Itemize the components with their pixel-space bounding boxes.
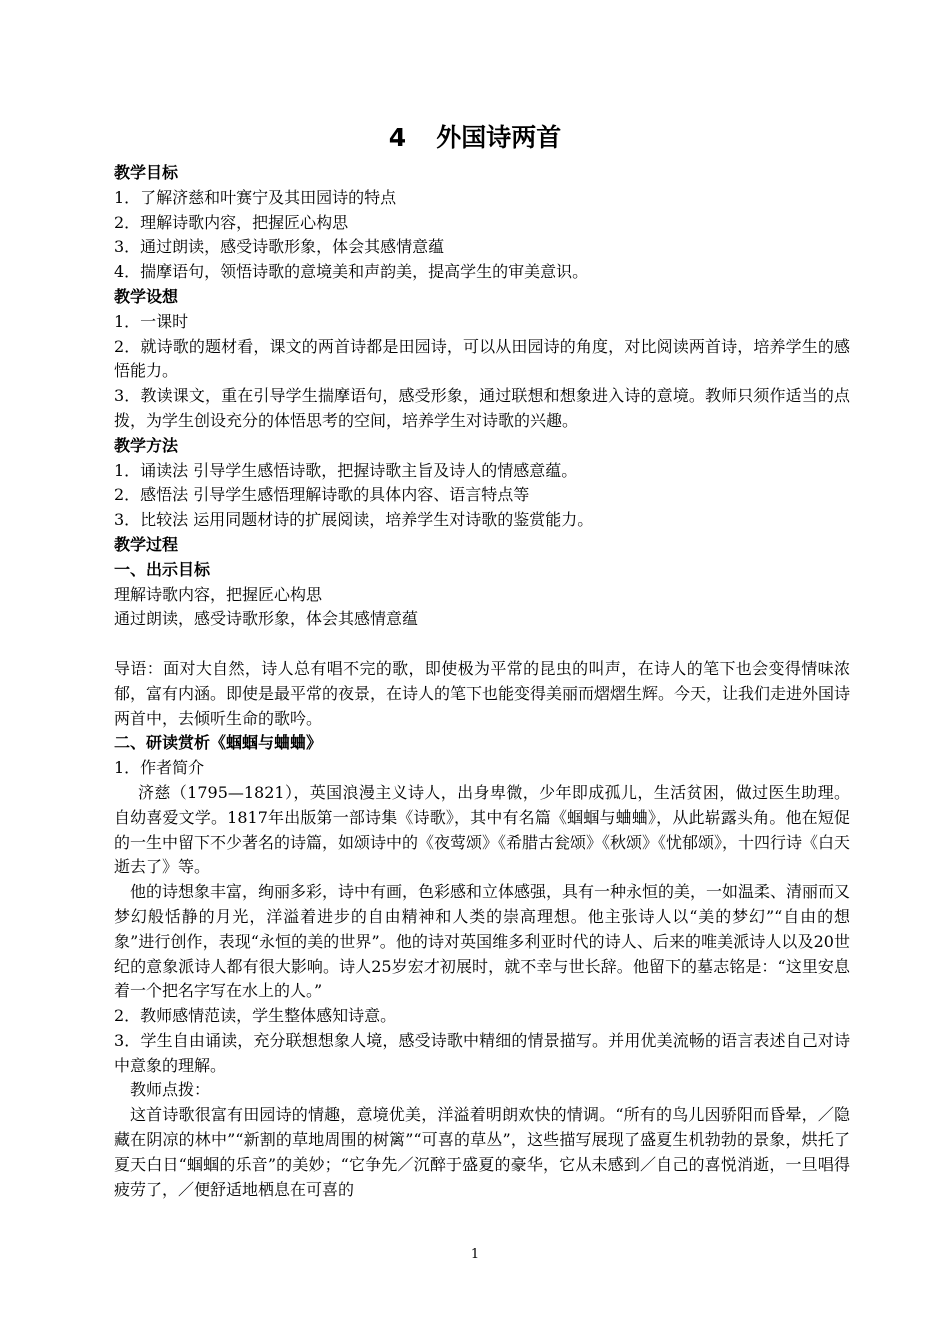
step-item: 3．学生自由诵读，充分联想想象人境，感受诗歌中精细的情景描写。并用优美流畅的语言表述自己对诗中意象的理解。: [114, 1030, 850, 1075]
author-paragraph: 济慈（1795—1821），英国浪漫主义诗人，出身卑微，少年即成孤儿，生活贫困，做过医生助理。自幼喜爱文学。1817年出版第一部诗集《诗歌》，其中有名篇《蝈蝈与蛐蛐》，从此崭露头角。他在短促的一生中留下不少著名的诗篇，如颂诗中的《夜莺颂》《希腊古瓮颂》《秋颂》《忧郁颂》，十四行诗《白天逝去了》等。: [114, 782, 851, 877]
goal-item: 2．理解诗歌内容，把握匠心构思: [114, 212, 349, 232]
page-title: [0, 121, 950, 155]
teacher-label: 教师点拨：: [130, 1080, 211, 1100]
page-number: 1: [470, 1247, 480, 1262]
step-item: 2．教师感情范读，学生整体感知诗意。: [114, 1006, 397, 1026]
design-item: 1．一课时: [114, 311, 189, 331]
process-heading: 教学过程: [114, 534, 179, 554]
goals-heading: 教学目标: [114, 163, 179, 182]
teacher-paragraph: 这首诗歌很富有田园诗的情趣，意境优美，洋溢着明朗欢快的情调。“所有的鸟儿因骄阳而昏晕，／隐藏在阴凉的林中”“新割的草地周围的树篱”“可喜的草丛”，这些描写展现了盛夏生机勃勃的景象，烘托了夏天白日“蝈蝈的乐音”的美妙；“它争先／沉醉于盛夏的豪华，它从未感到／自己的喜悦消逝，一旦唱得疲劳了，／便舒适地栖息在可喜的: [114, 1105, 850, 1199]
method-item: 1．诵读法 引导学生感悟诗歌，把握诗歌主旨及诗人的情感意蕴。: [114, 460, 578, 480]
design-item: 2．就诗歌的题材看，课文的两首诗都是田园诗，可以从田园诗的角度，对比阅读两首诗，培养学生的感悟能力。: [114, 336, 850, 381]
author-paragraph: 他的诗想象丰富，绚丽多彩，诗中有画，色彩感和立体感强，具有一种永恒的美，一如温柔、清丽而又梦幻般恬静的月光，洋溢着进步的自由精神和人类的崇高理想。他主张诗人以“美的梦幻”“自由的想象”进行创作，表现“永恒的美的世界”。他的诗对英国维多利亚时代的诗人、后来的唯美派诗人以及20世纪的意象派诗人都有很大影响。诗人25岁宏才初展时，就不幸与世长辞。他留下的墓志铭是：“这里安息着一个把名字写在水上的人。”: [114, 882, 851, 1001]
design-heading: 教学设想: [114, 286, 179, 306]
part1-heading: 一、出示目标: [114, 559, 211, 579]
part1-item: 理解诗歌内容，把握匠心构思: [114, 584, 323, 604]
document-body: [114, 161, 850, 1202]
author-heading: 1．作者简介: [114, 758, 205, 778]
part2-heading: 二、研读赏析《蝈蝈与蛐蛐》: [114, 733, 323, 753]
lesson-title: 外国诗两首: [436, 123, 562, 152]
intro-paragraph: 导语：面对大自然，诗人总有唱不完的歌，即使极为平常的昆虫的叫声，在诗人的笔下也会变得情味浓郁，富有内涵。即使是最平常的夜景，在诗人的笔下也能变得美丽而熠熠生辉。今天，让我们走进外国诗两首中，去倾听生命的歌吟。: [114, 658, 851, 728]
blank-line: [114, 632, 850, 657]
lesson-number: 4: [388, 123, 407, 152]
methods-heading: 教学方法: [114, 435, 179, 455]
method-item: 2．感悟法 引导学生感悟理解诗歌的具体内容、语言特点等: [114, 485, 530, 505]
method-item: 3．比较法 运用同题材诗的扩展阅读，培养学生对诗歌的鉴赏能力。: [114, 510, 594, 530]
goal-item: 3．通过朗读，感受诗歌形象，体会其感情意蕴: [114, 237, 445, 257]
design-item: 3．教读课文，重在引导学生揣摩语句，感受形象，通过联想和想象进入诗的意境。教师只须作适当的点拨，为学生创设充分的体悟思考的空间，培养学生对诗歌的兴趣。: [114, 386, 850, 430]
goal-item: 1．了解济慈和叶赛宁及其田园诗的特点: [114, 187, 397, 207]
goal-item: 4．揣摩语句，领悟诗歌的意境美和声韵美，提高学生的审美意识。: [114, 262, 589, 282]
part1-item: 通过朗读，感受诗歌形象，体会其感情意蕴: [114, 609, 419, 629]
